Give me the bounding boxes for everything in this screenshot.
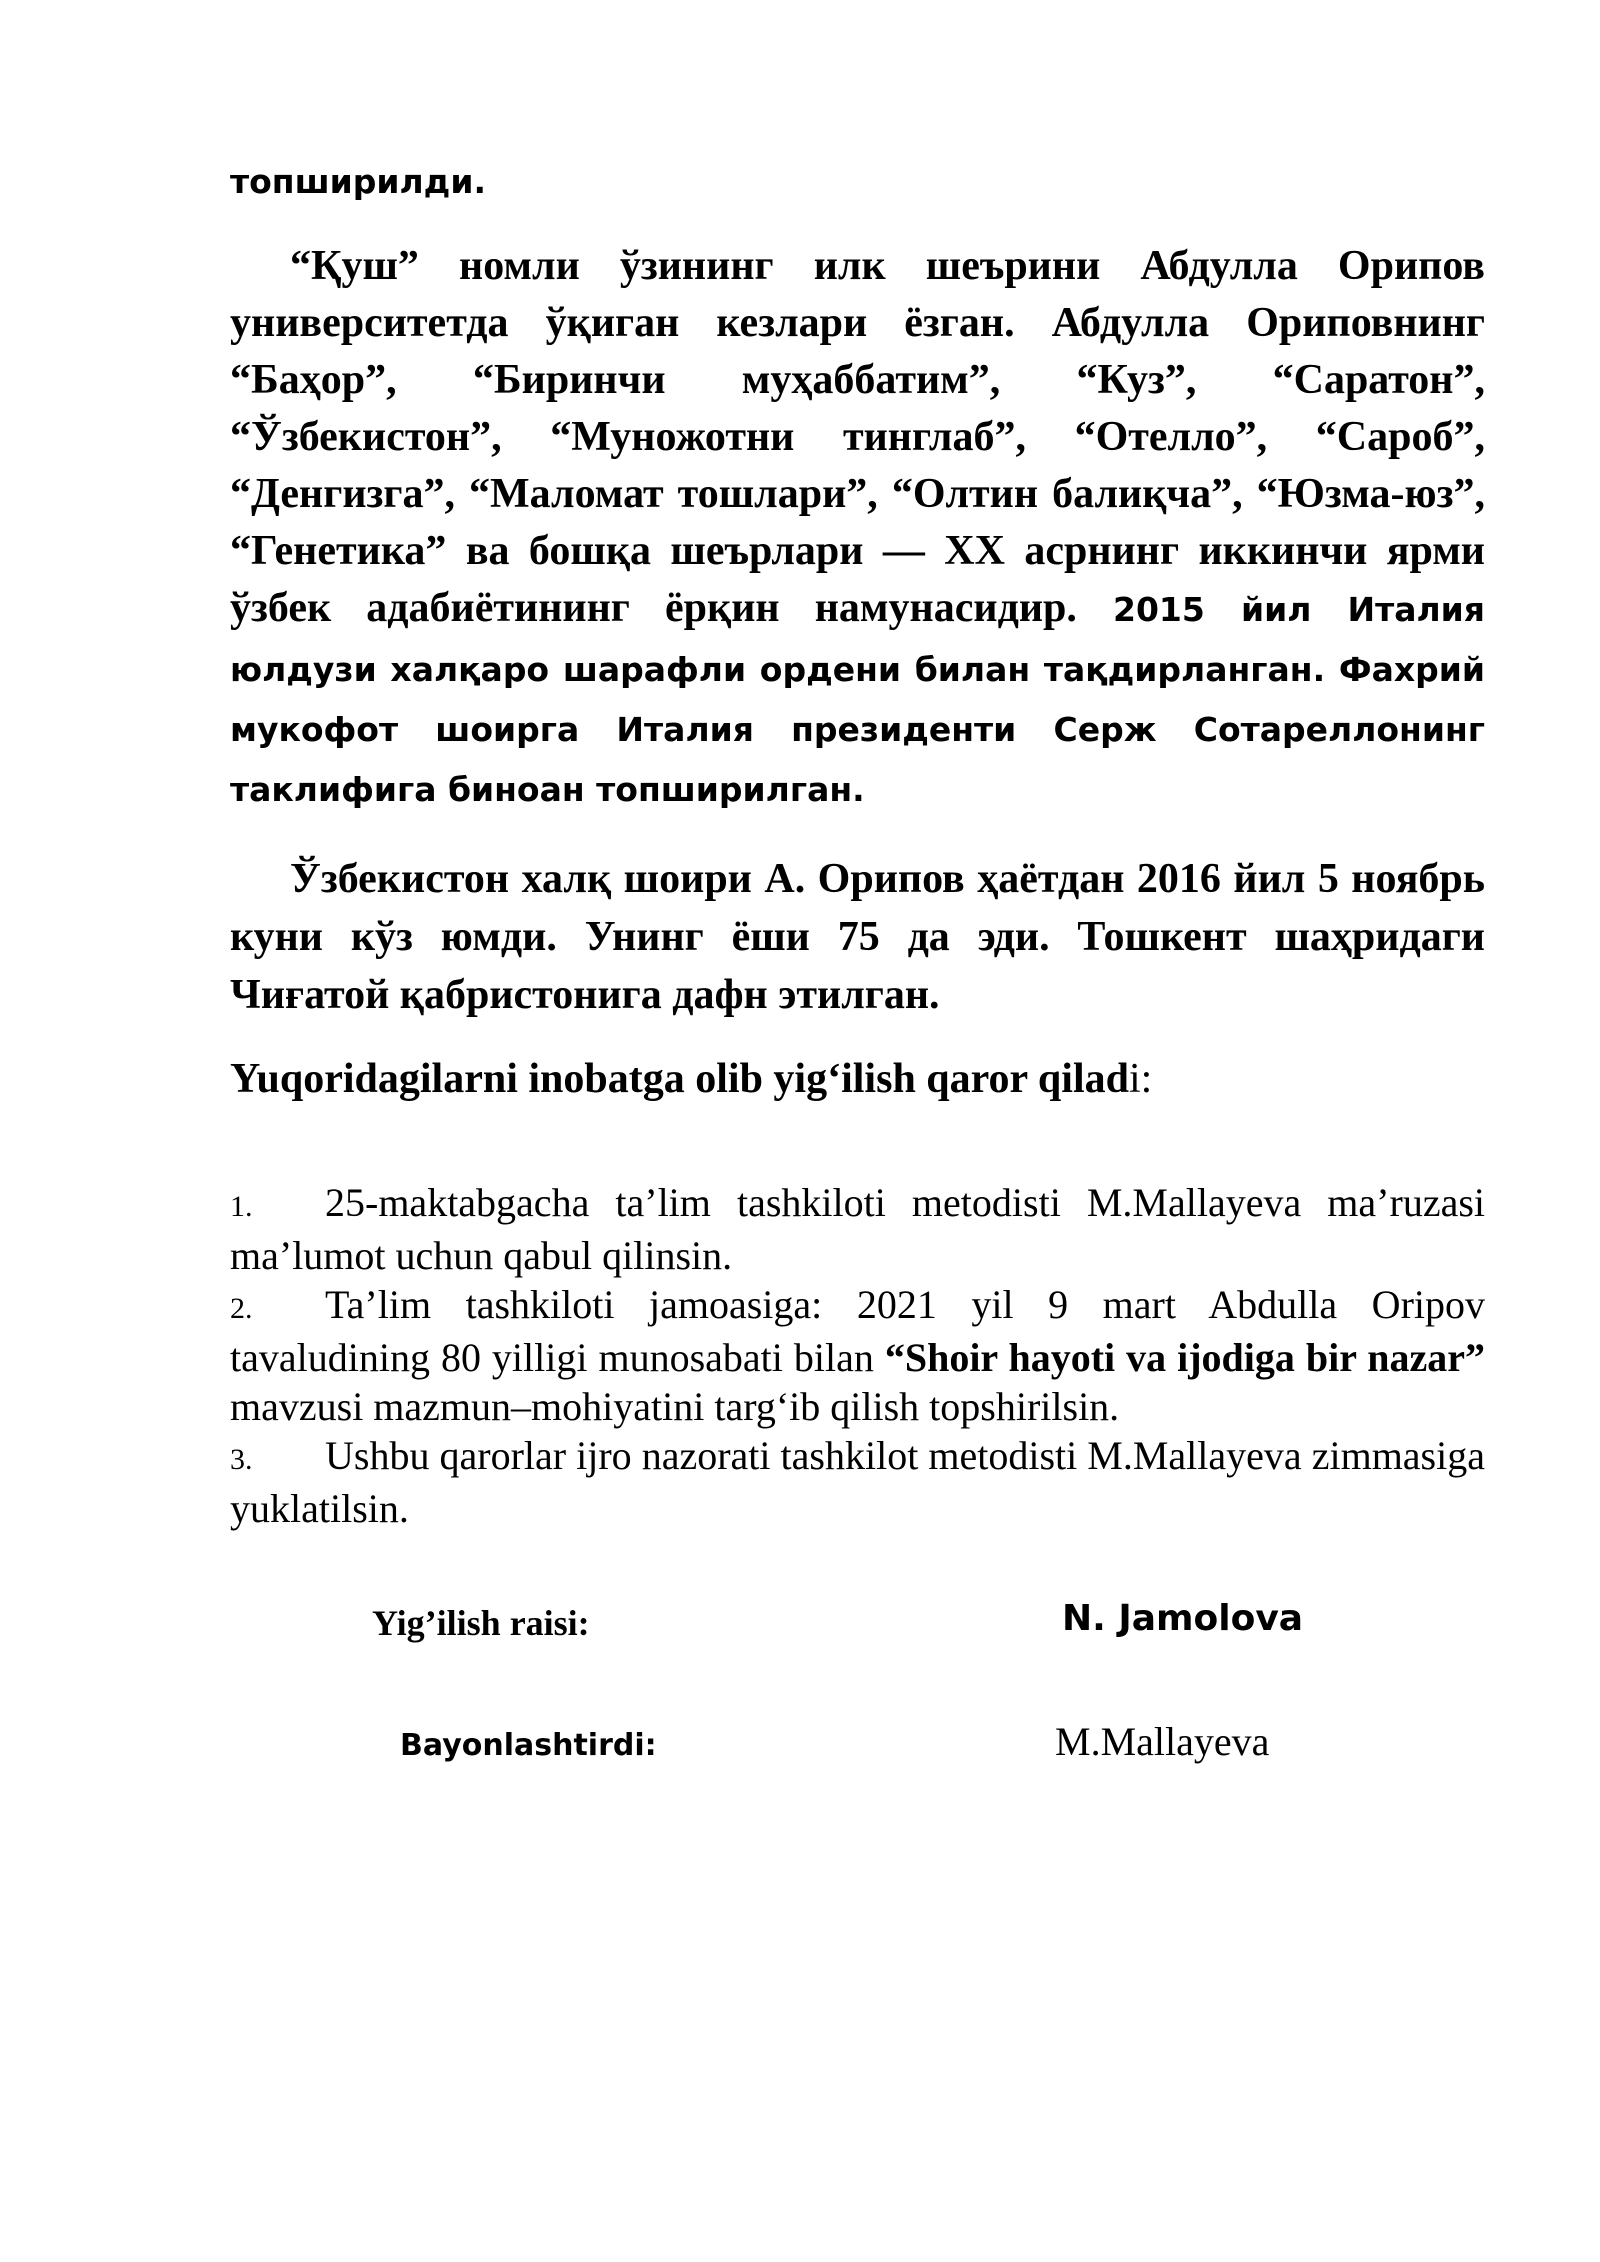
secretary-label: Bayonlashtirdi: — [400, 1728, 657, 1763]
paragraph-works-sans: 2015 йил Италия юлдузи халқаро шарафли ордени билан тақдирланган. Фахрий мукофот шоирга Италия президенти Серж Сотареллонинг таклифига биноан топширилган. — [230, 590, 1485, 809]
list-item-number: 1. — [230, 1190, 253, 1223]
paragraph-works — [230, 238, 1485, 820]
list-item — [230, 1280, 1485, 1431]
list-item-text: Ta’lim tashkiloti jamoasiga: 2021 yil 9 mart Abdulla Oripov tavaludining 80 yilligi munosabati bilan — [230, 1282, 1485, 1380]
paragraph-works-serif: “Қуш” номли ўзининг илк шеърини Абдулла Орипов университетда ўқиган кезлари ёзган. Абдулла Ориповнинг “Баҳор”, “Биринчи муҳаббатим”, “Куз”, “Саратон”, “Ўзбекистон”, “Муножотни тинглаб”, “Отелло”, “Сароб”, “Денгизга”, “Маломат тошлари”, “Олтин балиқча”, “Юзма-юз”, “Генетика” ва бошқа шеърлари — XX асрнинг иккинчи ярми ўзбек адабиётининг ёрқин намунасидир. — [230, 243, 1485, 631]
paragraph-death — [230, 850, 1485, 1024]
chair-name: N. Jamolova — [1062, 1598, 1304, 1639]
list-item-bold-topic: “Shoir hayoti va ijodiga bir nazar” — [884, 1335, 1485, 1380]
decision-list — [230, 1178, 1485, 1533]
secretary-name: M.Mallayeva — [1055, 1719, 1270, 1764]
decision-intro-bold: Yuqoridagilarni inobatga olib yig‘ilish qaror qilad — [230, 1056, 1129, 1102]
list-item-text: Ushbu qarorlar ijro nazorati tashkilot metodisti M.Mallayeva zimmasiga yuklatilsin. — [230, 1433, 1485, 1531]
list-item — [230, 1178, 1485, 1280]
list-item-number: 3. — [230, 1443, 253, 1476]
list-item-text: 25-maktabgacha ta’lim tashkiloti metodisti M.Mallayeva ma’ruzasi ma’lumot uchun qabul qilinsin. — [230, 1180, 1485, 1278]
list-item-text-end: mavzusi mazmun–mohiyatini targ‘ib qilish topshirilsin. — [230, 1384, 1120, 1429]
list-item — [230, 1431, 1485, 1533]
paragraph-death-text: Ўзбекистон халқ шоири А. Орипов ҳаётдан 2016 йил 5 ноябрь куни кўз юмди. Унинг ёши 75 да эди. Тошкент шаҳридаги Чиғатой қабристонига дафн этилган. — [230, 856, 1485, 1018]
decision-intro-normal: i: — [1128, 1056, 1153, 1102]
decision-intro — [230, 1050, 1152, 1108]
continuation-line: топширилди. — [230, 162, 486, 201]
list-item-number: 2. — [230, 1292, 253, 1325]
chair-label: Yig’ilish raisi: — [372, 1603, 590, 1643]
